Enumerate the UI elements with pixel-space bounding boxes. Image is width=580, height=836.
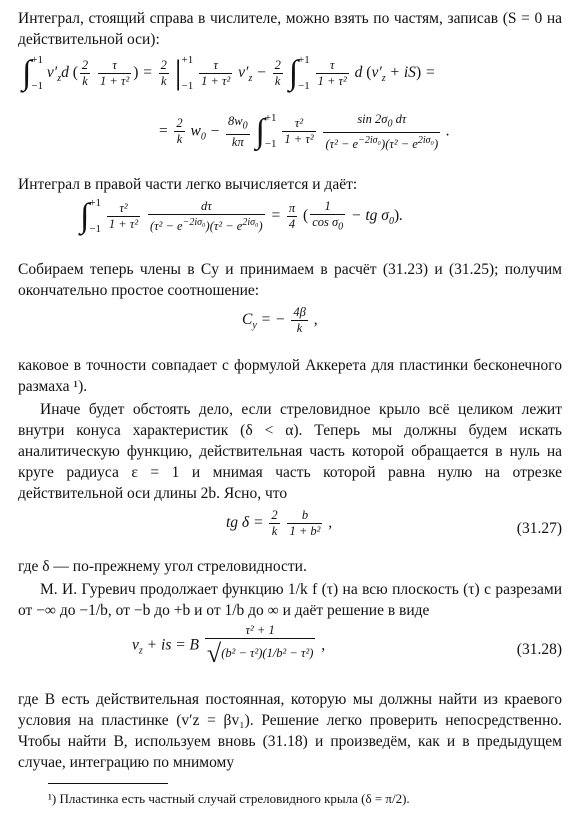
paragraph-3: Собираем теперь члены в Cy и принимаем в расчёт (31.23) и (31.25); получим окончательно простое соотношение: <box>18 261 562 299</box>
equation-5-number: (31.28) <box>516 641 562 658</box>
footnote: ¹) Пластинка есть частный случай стреловидного крыла (δ = π/2). <box>48 791 410 806</box>
paragraph-6: где δ — по-прежнему угол стреловидности. <box>18 558 307 575</box>
page <box>18 8 562 809</box>
paragraph-8: где B есть действительная постоянная, которую мы должны найти из краевого условия на пластинке (v′z = βv₁). Решение легко проверить непосредственно. Чтобы найти B, используем вновь (31.18) и произведём, как и в предыдущем случае, интеграцию по мнимому <box>18 691 562 771</box>
paragraph-7: М. И. Гуревич продолжает функцию 1/k f (τ) на всю плоскость (τ) с разрезами от −∞ до −1/b, от −b до +b и от 1/b до ∞ и даёт решение в виде <box>18 581 562 619</box>
paragraph-5: Иначе будет обстоять дело, если стреловидное крыло всё целиком лежит внутри конуса характеристик (δ < α). Теперь мы должны будем искать аналитическую функцию, действительная часть которой обращается в нуль на круге радиуса ε = 1 и мнимая часть которой равна нулю на отрезке действительной оси длины 2b. Ясно, что <box>18 401 562 502</box>
paragraph-1: Интеграл, стоящий справа в числителе, можно взять по частям, записав (S = 0 на действительной оси): <box>18 10 562 48</box>
equation-4-number: (31.27) <box>516 520 562 537</box>
equation-3: $C_y$ = − $\frac{4\beta}{k}$ , <box>242 305 318 335</box>
equation-4: tg δ = $\frac{2}{k}$ $\frac{b}{\text{1 + b²}}$ , (31.27) <box>226 508 562 538</box>
equation-5: $v_z$ + is = B $\frac{\text{τ² + 1}}{\text{√(b² − τ²)(1/b² − τ²)}}$ , (31.28) <box>132 623 562 668</box>
equation-1-line-1: ∫+1 −1 $v'_zd$ ( $\frac{2}{k}$ $\frac{\tau}{\text{1 + τ²}}$ ) = $\frac{2}{k}$ |+1 −1 $\frac{\tau}{\text{1 + τ²}}$ $v'_z$ − $\frac{2}{k}$ ∫+1 −1 $\frac{\tau}{\text{1 + τ²}}$ d $(v'_z + iS)$ = <box>22 54 436 92</box>
footnote-rule <box>48 783 168 784</box>
paragraph-4: каковое в точности совпадает с формулой Аккерета для пластинки бесконечного размаха ¹). <box>18 357 562 395</box>
equation-2: ∫+1 −1 $\frac{\text{τ²}}{\text{1 + τ²}}$ $\frac{d\tau}{(\tau^2 - e^{-2i\sigma_0})(\tau^2 - e^{2i\sigma_0})}$ = $\frac{\pi}{4}$ ( $\frac{1}{\cos \sigma_0}$ − tg $\sigma_0$). <box>80 197 403 235</box>
paragraph-2: Интеграл в правой части легко вычисляется и даёт: <box>18 176 358 193</box>
equation-1-line-2: = $\frac{2}{k}$ $w_0$ − $\frac{8w_0}{k\pi}$ ∫+1 −1 $\frac{\text{τ²}}{\text{1 + τ²}}$ $\frac{\sin 2\sigma_0 d\tau}{(\tau^2 - e^{-2i\sigma_0})(\tau^2 - e^{2i\sigma_0})}$ . <box>158 112 450 151</box>
